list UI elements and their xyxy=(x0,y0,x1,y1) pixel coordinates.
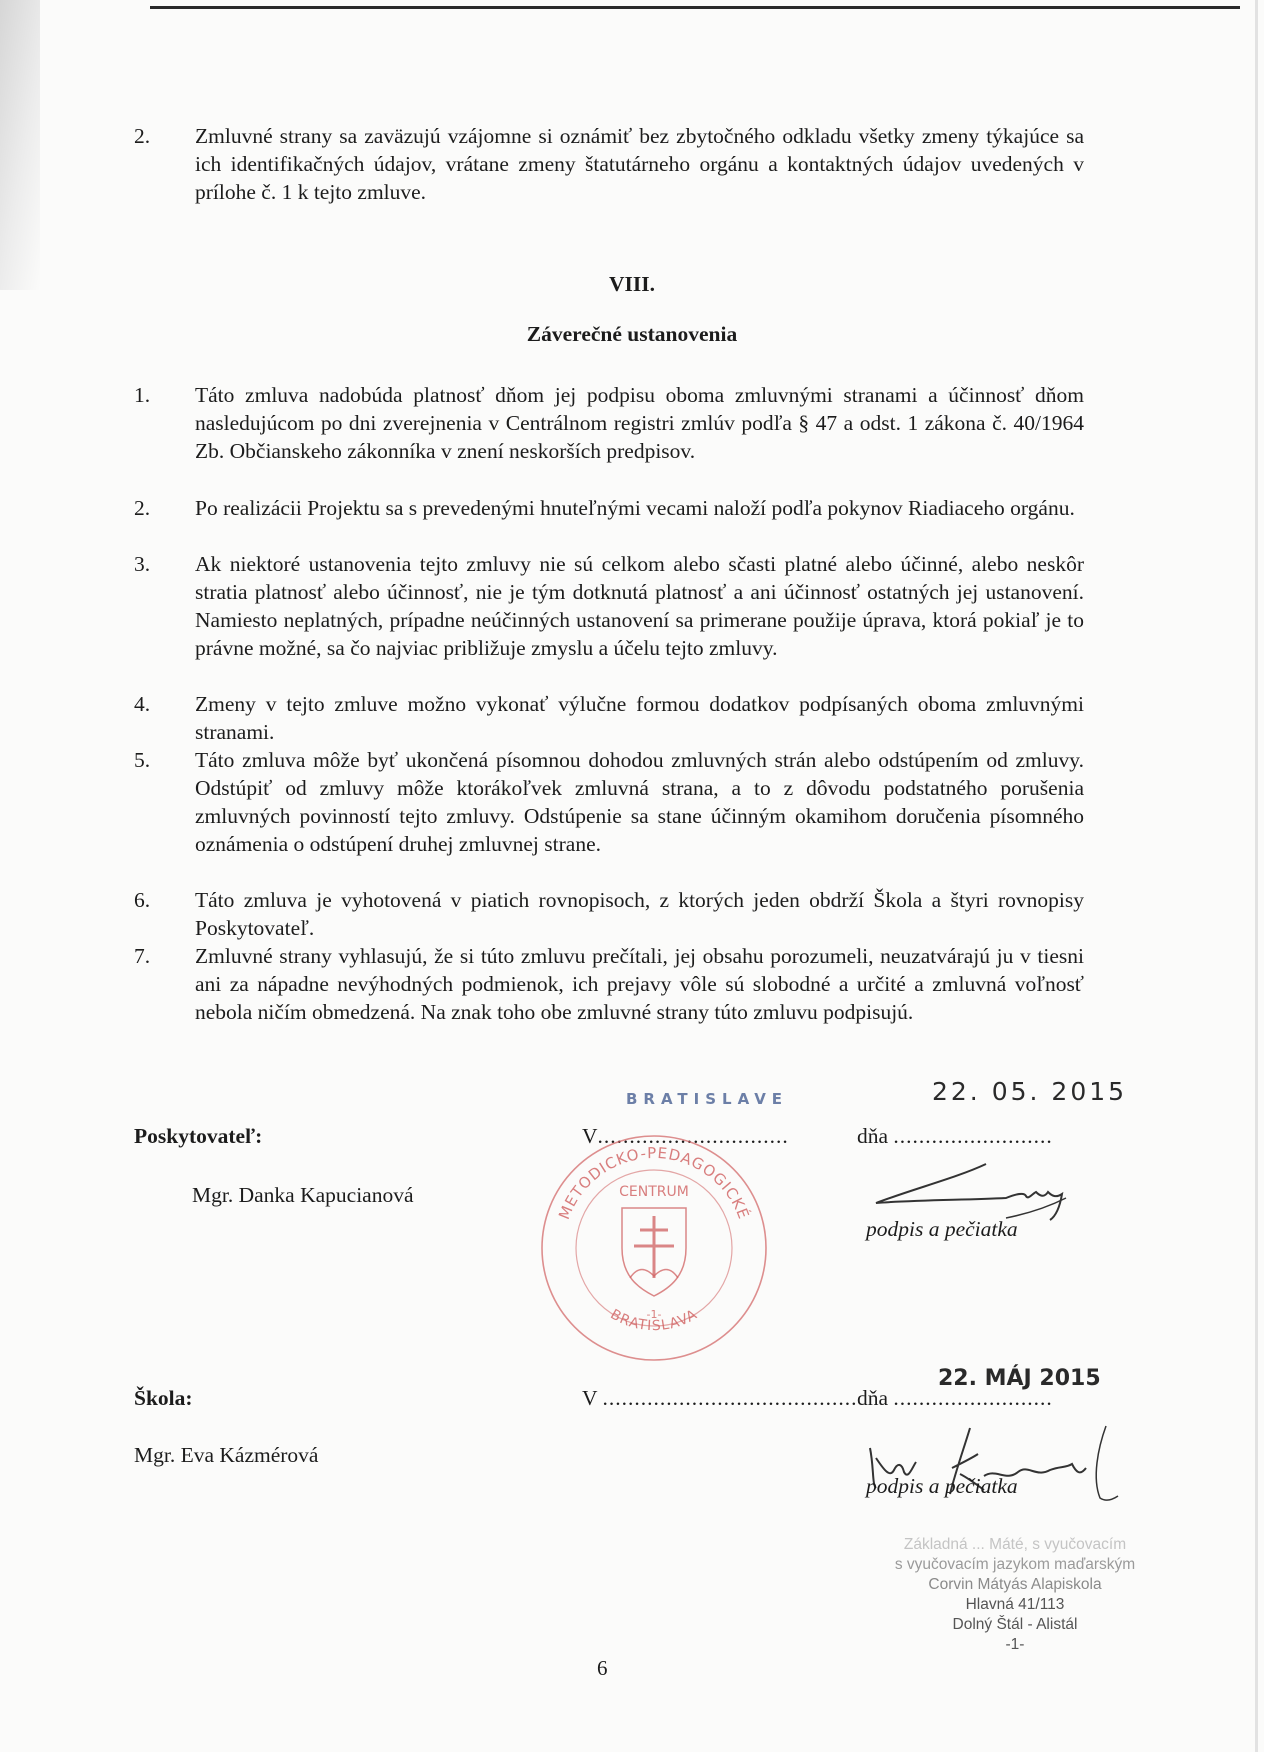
provider-name: Mgr. Danka Kapucianová xyxy=(192,1183,414,1207)
date-dots: ......................... xyxy=(893,1386,1053,1410)
clause-6 xyxy=(134,886,1084,942)
round-stamp xyxy=(534,1128,774,1368)
intro-paragraph xyxy=(134,122,1084,206)
provider-label: Poskytovateľ: xyxy=(134,1124,263,1148)
place-prefix: V xyxy=(582,1386,598,1410)
provider-sign-caption: podpis a pečiatka xyxy=(866,1217,1018,1241)
place-dots: .............................. xyxy=(597,1124,789,1148)
clause-number: 7. xyxy=(134,944,151,968)
scan-top-edge xyxy=(150,6,1240,9)
clause-number: 5. xyxy=(134,748,151,772)
school-stamp-line: Hlavná 41/113 xyxy=(965,1596,1065,1613)
school-stamp xyxy=(860,1535,1170,1655)
provider-date-line xyxy=(857,1124,1053,1149)
school-label: Škola: xyxy=(134,1386,193,1410)
clause-number: 6. xyxy=(134,888,151,912)
school-date-line xyxy=(857,1386,1053,1411)
clause-text: Táto zmluva je vyhotovená v piatich rovnopisoch, z ktorých jeden obdrží Škola a štyri rovnopisy Poskytovateľ. xyxy=(195,888,1084,940)
stamp-middle-text: CENTRUM xyxy=(619,1184,689,1200)
clause-4 xyxy=(134,690,1084,746)
stamp-number: -1- xyxy=(646,1308,662,1321)
provider-handwritten-date: 22. 05. 2015 xyxy=(932,1077,1128,1106)
place-dots: ........................................ xyxy=(602,1386,858,1410)
clause-1 xyxy=(134,381,1084,465)
clause-number: 3. xyxy=(134,552,151,576)
school-sign-caption: podpis a pečiatka xyxy=(866,1474,1018,1498)
clause-5 xyxy=(134,746,1084,858)
intro-number: 2. xyxy=(134,124,151,148)
page-number: 6 xyxy=(597,1656,608,1680)
clause-7 xyxy=(134,942,1084,1026)
clause-2 xyxy=(134,494,1084,522)
place-prefix: V xyxy=(582,1124,598,1148)
scan-right-edge xyxy=(1255,0,1258,1752)
clause-number: 1. xyxy=(134,383,151,407)
clause-text: Po realizácii Projektu sa s prevedenými hnuteľnými vecami naloží podľa pokynov Riadiaceho orgánu. xyxy=(195,496,1075,520)
stamp-top-text: METODICKO-PEDAGOGICKÉ xyxy=(555,1143,753,1223)
date-prefix: dňa xyxy=(857,1124,889,1148)
stamped-city: BRATISLAVE xyxy=(626,1090,789,1108)
clause-text: Zmeny v tejto zmluve možno vykonať výlučne formou dodatkov podpísaných oboma zmluvnými stranami. xyxy=(195,692,1084,744)
stamp-bottom-text: BRATISLAVA xyxy=(607,1306,701,1335)
school-stamp-line: Corvin Mátyás Alapiskola xyxy=(928,1576,1102,1593)
school-stamp-line: Základná ... Máté, s vyučovacím xyxy=(903,1536,1127,1553)
school-stamp-line: Dolný Štál - Alistál xyxy=(952,1616,1078,1633)
svg-text:METODICKO-PEDAGOGICKÉ xyxy=(555,1144,754,1222)
section-roman: VIII. xyxy=(608,272,655,296)
clause-number: 4. xyxy=(134,692,151,716)
date-dots: ......................... xyxy=(893,1124,1053,1148)
intro-text: Zmluvné strany sa zaväzujú vzájomne si oznámiť bez zbytočného odkladu všetky zmeny týkajúce sa ich identifikačných údajov, vrátane zmeny štatutárneho orgánu a kontaktných údajov uvedených v prílohe č. 1 k tejto zmluve. xyxy=(195,124,1084,204)
school-name: Mgr. Eva Kázmérová xyxy=(134,1443,319,1467)
section-title: Záverečné ustanovenia xyxy=(526,322,738,346)
clause-text: Táto zmluva nadobúda platnosť dňom jej podpisu oboma zmluvnými stranami a účinnosť dňom nasledujúcom po dni zverejnenia v Centrálnom registri zmlúv podľa § 47 a odst. 1 zákona č. 40/1964 Zb. Občianskeho zákonníka v znení neskorších predpisov. xyxy=(195,383,1084,463)
school-stamp-line: s vyučovacím jazykom maďarským xyxy=(894,1556,1136,1573)
date-prefix: dňa xyxy=(857,1386,889,1410)
clause-3 xyxy=(134,550,1084,662)
school-stamped-date: 22. MÁJ 2015 xyxy=(938,1366,1101,1391)
clause-text: Zmluvné strany vyhlasujú, že si túto zmluvu prečítali, jej obsahu porozumeli, neuzatvárajú ju v tiesni ani za nápadne nevýhodných podmienok, ich prejavy vôle sú slobodné a určité a zmluvná voľnosť nebola ničím obmedzená. Na znak toho obe zmluvné strany túto zmluvu podpisujú. xyxy=(195,944,1084,1024)
clause-text: Ak niektoré ustanovenia tejto zmluvy nie sú celkom alebo sčasti platné alebo účinné, alebo neskôr stratia platnosť alebo účinnosť, nie je tým dotknutá platnosť a ani účinnosť ostatných jej ustanovení. Namiesto neplatných, prípadne neúčinných ustanovení sa primerane použije úprava, ktorá pokiaľ je to právne možné, sa čo najviac približuje zmyslu a účelu tejto zmluvy. xyxy=(195,552,1084,660)
clause-text: Táto zmluva môže byť ukončená písomnou dohodou zmluvných strán alebo odstúpením od zmluvy. Odstúpiť od zmluvy môže ktorákoľvek zmluvná strana, a to z dôvodu podstatného porušenia zmluvných povinností tejto zmluvy. Odstúpenie sa stane účinným okamihom doručenia písomného oznámenia o odstúpení druhej zmluvnej strane. xyxy=(195,748,1084,856)
school-stamp-line: -1- xyxy=(1005,1636,1025,1653)
clause-number: 2. xyxy=(134,496,151,520)
school-place-line xyxy=(582,1386,858,1411)
scan-fold-shadow xyxy=(0,0,40,290)
